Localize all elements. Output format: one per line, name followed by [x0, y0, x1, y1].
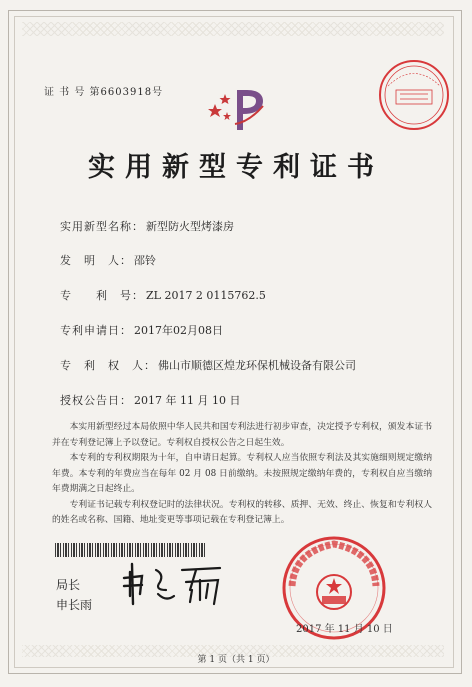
body-paragraph-1: 本实用新型经过本局依照中华人民共和国专利法进行初步审查，决定授予专利权，颁发本证书并在专利登记簿上予以登记。专利权自授权公告之日起生效。	[52, 422, 432, 448]
director-name: 申长雨	[56, 598, 93, 612]
patentee-row	[60, 357, 356, 373]
director-signature-image	[120, 560, 240, 610]
application-date-value: 2017年02月08日	[134, 324, 223, 337]
patentee-label: 专 利 权 人：	[60, 359, 156, 372]
body-paragraph-2: 本专利的专利权期限为十年，自申请日起算。专利权人应当依照专利法及其实施细则规定缴纳年费。本专利的年费应当在每年 02 月 08 日前缴纳。未按照规定缴纳年费的，专利权自应当缴纳年费期满之日起终止。	[52, 453, 432, 494]
page-footer: 第 1 页（共 1 页）	[197, 655, 275, 665]
seal-date: 2017 年 11 月 10 日	[296, 624, 393, 635]
top-guilloche-pattern	[22, 22, 444, 36]
inventor-row	[60, 252, 156, 268]
certificate-number: 证 书 号 第6603918号	[44, 87, 164, 98]
grant-date-label: 授权公告日：	[60, 394, 132, 407]
inventor-value: 邵铃	[134, 254, 156, 267]
patentee-value: 佛山市顺德区煌龙环保机械设备有限公司	[158, 359, 356, 372]
barcode	[55, 543, 205, 557]
director-title: 局长	[56, 578, 81, 592]
application-date-label: 专利申请日：	[60, 324, 132, 337]
certificate-body-text	[52, 420, 432, 529]
acceptance-seal-stamp	[374, 56, 454, 134]
cnipa-logo-icon	[205, 84, 269, 136]
inventor-label: 发 明 人：	[60, 254, 132, 267]
certificate-title: 实用新型专利证书	[88, 152, 384, 183]
patent-number-value: ZL 2017 2 0115762.5	[146, 289, 266, 302]
grant-date-row	[60, 392, 240, 408]
utility-model-name-label: 实用新型名称：	[60, 220, 144, 233]
utility-model-name-row	[60, 218, 234, 234]
body-paragraph-3: 专利证书记载专利权登记时的法律状况。专利权的转移、质押、无效、终止、恢复和专利权人的姓名或名称、国籍、地址变更等事项记载在专利登记簿上。	[52, 499, 432, 525]
grant-date-value: 2017 年 11 月 10 日	[134, 394, 241, 407]
patent-number-row	[60, 287, 266, 303]
utility-model-name-value: 新型防火型烤漆房	[146, 220, 234, 233]
patent-number-label: 专 利 号：	[60, 289, 144, 302]
application-date-row	[60, 322, 223, 338]
